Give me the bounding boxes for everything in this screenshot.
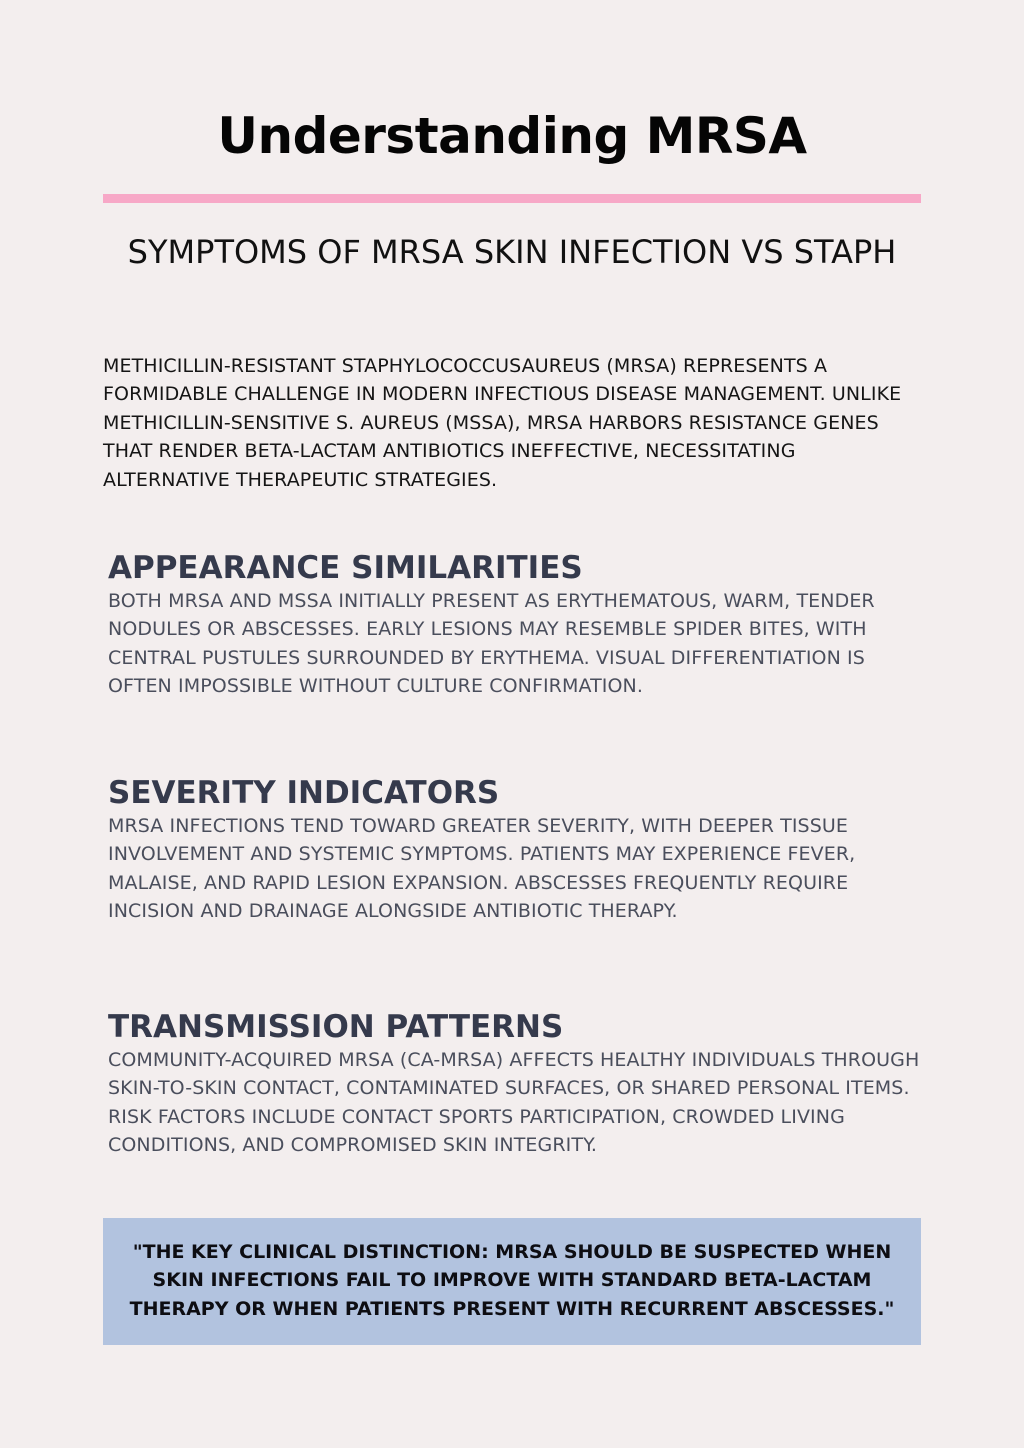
callout-quote-text: "THE KEY CLINICAL DISTINCTION: MRSA SHOULD BE SUSPECTED WHEN SKIN INFECTIONS FAIL TO IMPROVE WITH STANDARD BETA-LACTAM THERAPY OR WHEN PATIENTS PRESENT WITH RECURRENT ABSCESSES." (129, 1241, 895, 1320)
section-heading: TRANSMISSION PATTERNS (108, 1009, 564, 1045)
title-divider (103, 194, 921, 203)
callout-quote-box (103, 1218, 921, 1345)
section-body: MRSA INFECTIONS TEND TOWARD GREATER SEVERITY, WITH DEEPER TISSUE INVOLVEMENT AND SYSTEMIC SYMPTOMS. PATIENTS MAY EXPERIENCE FEVER, MALAISE, AND RAPID LESION EXPANSION. ABSCESSES FREQUENTLY REQUIRE INCISION AND DRAINAGE ALONGSIDE ANTIBIOTIC THERAPY. (108, 815, 856, 923)
intro-paragraph: METHICILLIN-RESISTANT STAPHYLOCOCCUSAUREUS (MRSA) REPRESENTS A FORMIDABLE CHALLENGE IN MODERN INFECTIOUS DISEASE MANAGEMENT. UNLIKE METHICILLIN-SENSITIVE S. AUREUS (MSSA), MRSA HARBORS RESISTANCE GENES THAT RENDER BETA-LACTAM ANTIBIOTICS INEFFECTIVE, NECESSITATING ALTERNATIVE THERAPEUTIC STRATEGIES. (103, 355, 902, 491)
page-subtitle: SYMPTOMS OF MRSA SKIN INFECTION VS STAPH (127, 233, 897, 271)
section-heading: SEVERITY INDICATORS (108, 775, 500, 811)
section-heading: APPEARANCE SIMILARITIES (108, 550, 583, 586)
page-title: Understanding MRSA (217, 107, 807, 165)
section-severity-indicators (108, 774, 920, 926)
section-body: COMMUNITY-ACQUIRED MRSA (CA-MRSA) AFFECTS HEALTHY INDIVIDUALS THROUGH SKIN-TO-SKIN CONTACT, CONTAMINATED SURFACES, OR SHARED PERSONAL ITEMS. RISK FACTORS INCLUDE CONTACT SPORTS PARTICIPATION, CROWDED LIVING CONDITIONS, AND COMPROMISED SKIN INTEGRITY. (108, 1049, 920, 1157)
section-appearance-similarities (108, 549, 920, 701)
section-transmission-patterns (108, 1008, 920, 1160)
section-body: BOTH MRSA AND MSSA INITIALLY PRESENT AS ERYTHEMATOUS, WARM, TENDER NODULES OR ABSCESSES. EARLY LESIONS MAY RESEMBLE SPIDER BITES, WITH CENTRAL PUSTULES SURROUNDED BY ERYTHEMA. VISUAL DIFFERENTIATION IS OFTEN IMPOSSIBLE WITHOUT CULTURE CONFIRMATION. (108, 590, 875, 698)
